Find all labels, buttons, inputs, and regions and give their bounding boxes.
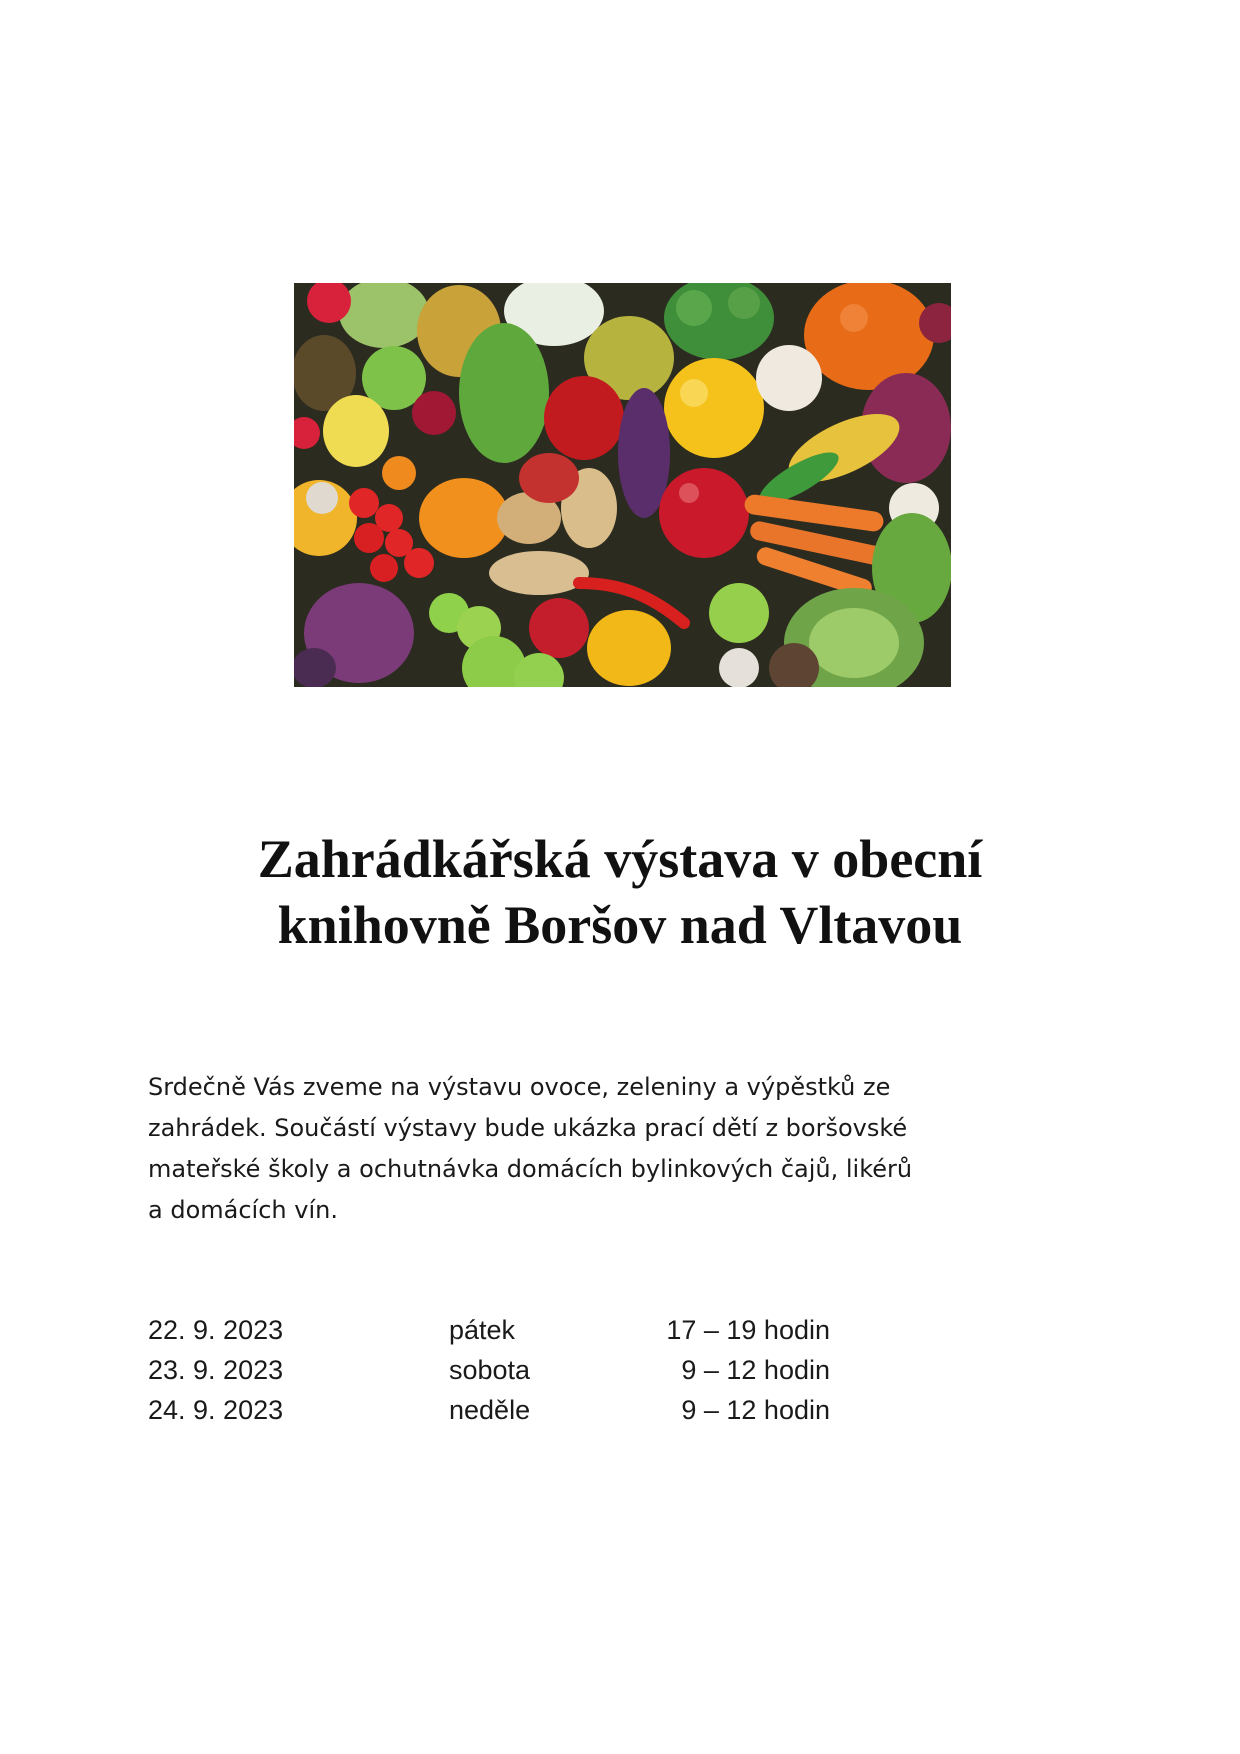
intro-line-1: Srdečně Vás zveme na výstavu ovoce, zeleniny a výpěstků ze [148, 1073, 891, 1101]
schedule-day: neděle [449, 1395, 531, 1425]
vegetables-photo [294, 283, 951, 687]
invitation-paragraph [148, 1067, 1048, 1231]
schedule-row [148, 1350, 868, 1390]
opening-schedule [148, 1310, 868, 1430]
title-line-1: Zahrádkářská výstava v obecní [257, 829, 983, 889]
exhibition-title [140, 826, 1100, 958]
schedule-row [148, 1310, 868, 1350]
schedule-time: 9 – 12 hodin [681, 1395, 830, 1425]
schedule-time: 17 – 19 hodin [666, 1315, 830, 1345]
schedule-row [148, 1390, 868, 1430]
intro-line-3: mateřské školy a ochutnávka domácích bylinkových čajů, likérů [148, 1155, 913, 1183]
intro-line-2: zahrádek. Součástí výstavy bude ukázka prací dětí z boršovské [148, 1114, 908, 1142]
schedule-day: sobota [449, 1355, 531, 1385]
schedule-day: pátek [449, 1315, 516, 1345]
schedule-date: 22. 9. 2023 [148, 1315, 284, 1345]
intro-line-4: a domácích vín. [148, 1196, 338, 1224]
schedule-date: 24. 9. 2023 [148, 1395, 284, 1425]
title-line-2: knihovně Boršov nad Vltavou [277, 895, 963, 955]
schedule-date: 23. 9. 2023 [148, 1355, 284, 1385]
schedule-time: 9 – 12 hodin [681, 1355, 830, 1385]
